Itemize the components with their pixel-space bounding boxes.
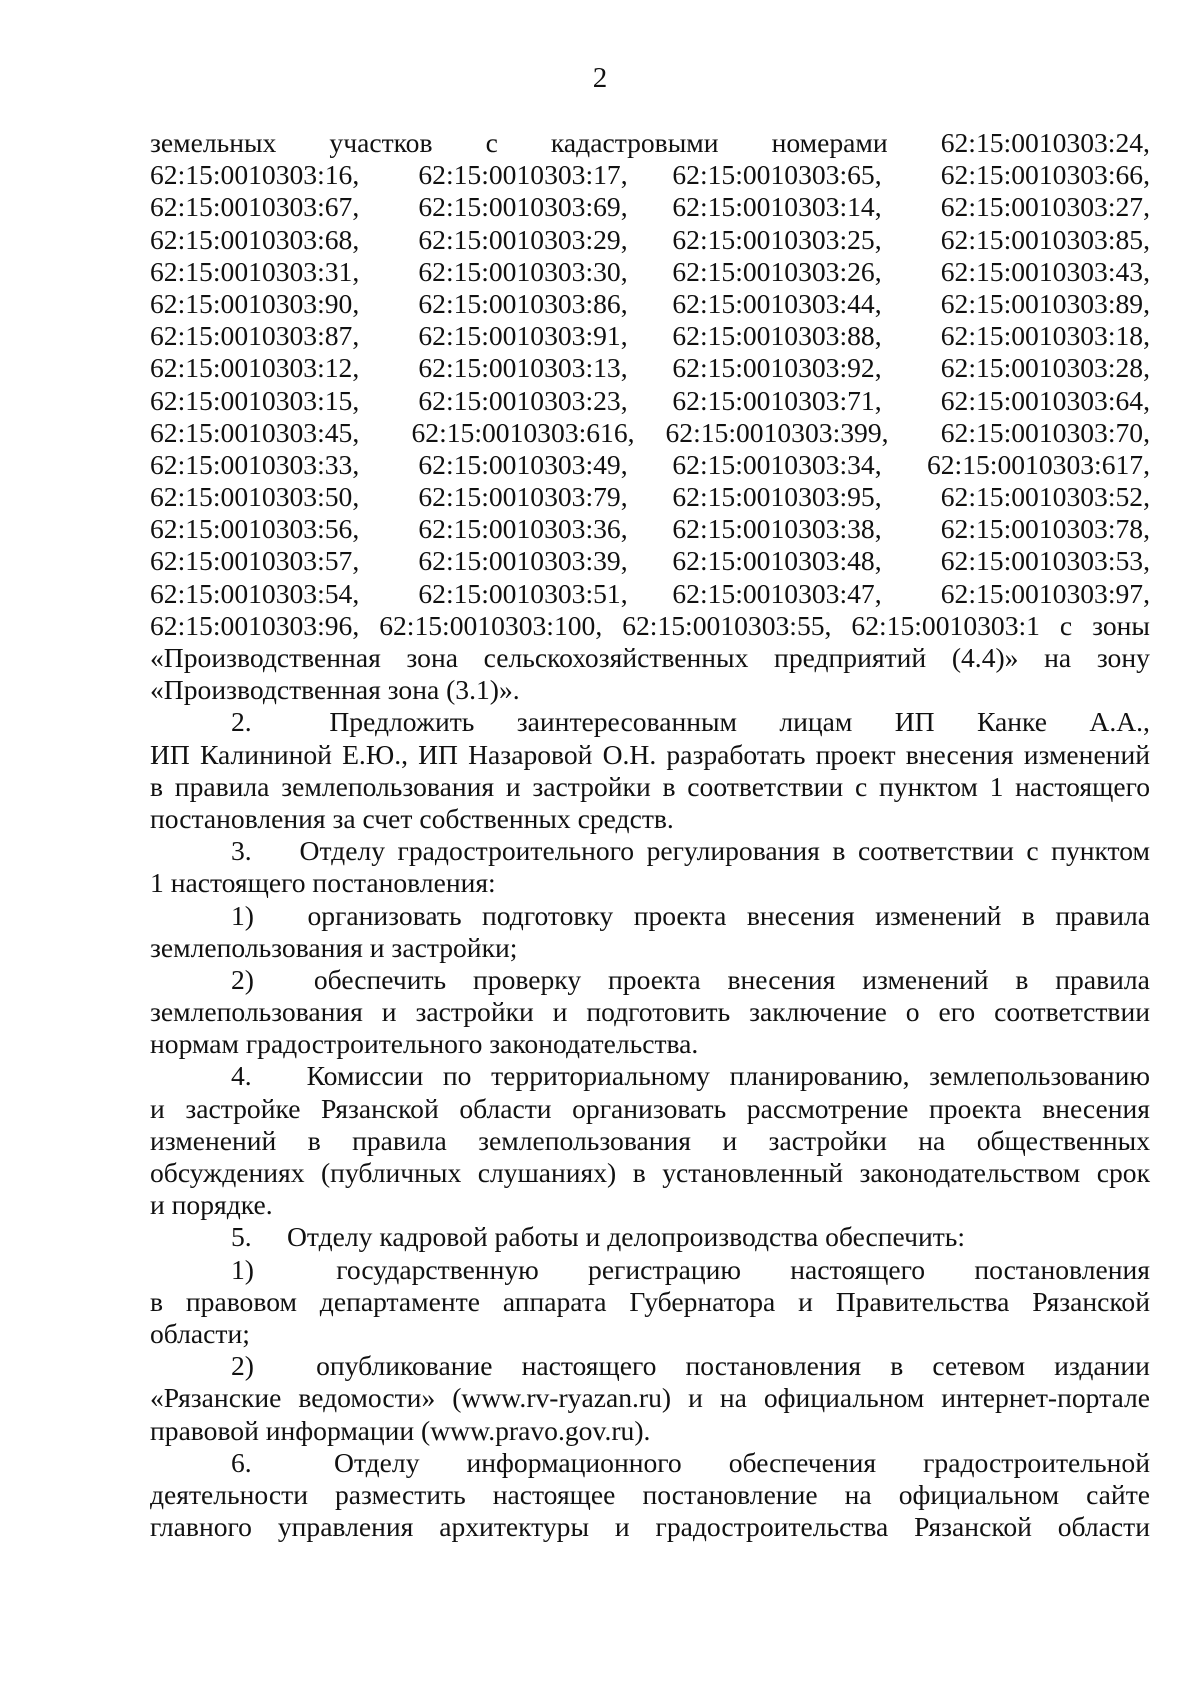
cadastral-number: 62:15:0010303:52, [940,481,1150,513]
closing-word: 62:15:0010303:96, [150,609,360,641]
paragraph-first-line [150,1254,1150,1286]
paragraph-word: Комиссии [306,1060,424,1092]
paragraph-line: 1 настоящего постановления: [150,867,496,899]
cadastral-number: 62:15:0010303:51, [418,577,628,609]
cadastral-number: 62:15:0010303:49, [418,448,628,480]
paragraph [150,964,1150,1061]
cadastral-number: 62:15:0010303:14, [672,191,882,223]
intro-word: с [485,127,498,158]
item-number: 1) [231,899,254,931]
closing-line [150,674,1150,706]
cadastral-row [150,224,1150,256]
closing-word: зона [406,642,458,673]
cadastral-number: 62:15:0010303:66, [940,159,1150,191]
paragraph-word: проверку [473,963,582,995]
item-number: 1) [231,1253,254,1285]
item-number: 6. [231,1446,252,1478]
paragraph-word: градостроительной [923,1446,1150,1478]
paragraph-word: подготовку [482,899,614,931]
paragraph-word: Отделу [334,1446,420,1478]
paragraph-first-line [150,835,1150,867]
cadastral-number: 62:15:0010303:48, [672,545,882,577]
paragraph-line: нормам градостроительного законодательства. [150,1028,699,1060]
cadastral-number: 62:15:0010303:79, [418,481,628,513]
paragraph-first-line [150,1447,1150,1479]
closing-word: «Производственная [150,642,381,673]
paragraph-first-line [150,964,1150,996]
cadastral-row [150,545,1150,577]
closing-word: (4.4)» [951,642,1019,673]
paragraph-line: и застройке Рязанской области организовать рассмотрение проекта внесения [150,1092,1150,1124]
paragraph [150,1221,1150,1253]
cadastral-number: 62:15:0010303:92, [672,352,882,384]
intro-word: участков [329,127,433,158]
cadastral-number: 62:15:0010303:617, [926,448,1150,480]
item-number: 4. [231,1060,252,1092]
paragraph-word: проекта [608,963,701,995]
paragraph-word: Отделу [299,835,386,867]
cadastral-row [150,385,1150,417]
cadastral-row [150,417,1150,449]
paragraph-word: Канке [976,706,1048,738]
closing-word: предприятий [774,642,927,673]
cadastral-row [150,159,1150,191]
cadastral-number: 62:15:0010303:26, [672,255,882,287]
cadastral-number: 62:15:0010303:25, [672,223,882,255]
closing-word: 62:15:0010303:100, [379,609,603,641]
paragraph-word: регулирования [646,835,820,867]
paragraph [150,1254,1150,1351]
cadastral-number: 62:15:0010303:97, [940,577,1150,609]
cadastral-number: 62:15:0010303:78, [940,513,1150,545]
closing-word: зону [1096,642,1150,673]
cadastral-number: 62:15:0010303:15, [150,384,360,416]
cadastral-number: 62:15:0010303:43, [940,255,1150,287]
cadastral-number: 62:15:0010303:56, [150,513,360,545]
page-number: 2 [592,62,608,94]
cadastral-number: 62:15:0010303:31, [150,255,360,287]
cadastral-number: 62:15:0010303:88, [672,320,882,352]
cadastral-number: 62:15:0010303:13, [418,352,628,384]
paragraph-first-line [150,1350,1150,1382]
paragraph-line: постановления за счет собственных средств. [150,802,674,834]
cadastral-number: 62:15:0010303:16, [150,159,360,191]
cadastral-row [150,481,1150,513]
closing-word: сельскохозяйственных [483,642,749,673]
cadastral-number: 62:15:0010303:27, [940,191,1150,223]
paragraph-word: настоящего [790,1253,926,1285]
paragraph-word: с [1026,835,1039,867]
paragraph-word: планированию, [729,1060,910,1092]
cadastral-row [150,449,1150,481]
item-number: 3. [231,835,252,867]
cadastral-number: 62:15:0010303:616, [411,416,635,448]
closing-word: зоны [1092,609,1150,641]
cadastral-row [150,578,1150,610]
cadastral-number: 62:15:0010303:44, [672,287,882,319]
paragraph-word: постановления [685,1350,862,1382]
cadastral-number: 62:15:0010303:45, [150,416,360,448]
item-number: 2) [231,963,254,995]
cadastral-row [150,191,1150,223]
paragraph-first-line [150,706,1150,738]
paragraph-word: пунктом [1051,835,1150,867]
paragraph-word: Предложить [329,706,475,738]
intro-word: 62:15:0010303:24, [940,127,1150,158]
cadastral-number: 62:15:0010303:50, [150,481,360,513]
paragraph-line: правовой информации (www.pravo.gov.ru). [150,1414,651,1446]
cadastral-number: 62:15:0010303:68, [150,223,360,255]
cadastral-number: 62:15:0010303:91, [418,320,628,352]
paragraph-word: внесения [727,963,836,995]
cadastral-number: 62:15:0010303:90, [150,287,360,319]
cadastral-number: 62:15:0010303:70, [940,416,1150,448]
cadastral-number: 62:15:0010303:86, [418,287,628,319]
cadastral-row [150,352,1150,384]
cadastral-number: 62:15:0010303:67, [150,191,360,223]
cadastral-number: 62:15:0010303:17, [418,159,628,191]
cadastral-number: 62:15:0010303:69, [418,191,628,223]
cadastral-number: 62:15:0010303:47, [672,577,882,609]
paragraph-word: землепользованию [929,1060,1150,1092]
cadastral-number: 62:15:0010303:95, [672,481,882,513]
paragraph-word: Отделу кадровой работы и делопроизводства обеспечить: [287,1221,966,1253]
paragraph-word: организовать [307,899,462,931]
cadastral-number: 62:15:0010303:39, [418,545,628,577]
closing-word: на [1044,642,1072,673]
intro-word: земельных [150,127,277,158]
cadastral-number: 62:15:0010303:64, [940,384,1150,416]
paragraph-word: внесения [746,899,855,931]
closing-word: 62:15:0010303:55, [622,609,832,641]
paragraph-word: сетевом [932,1350,1026,1382]
cadastral-number: 62:15:0010303:399, [665,416,889,448]
cadastral-number: 62:15:0010303:54, [150,577,360,609]
cadastral-number: 62:15:0010303:65, [672,159,882,191]
cadastral-number: 62:15:0010303:34, [672,448,882,480]
paragraph-word: правила [1055,899,1150,931]
paragraph-word: в [1015,963,1029,995]
paragraph-line: деятельности разместить настоящее постановление на официальном сайте [150,1478,1150,1510]
paragraph-word: заинтересованным [516,706,737,738]
cadastral-number: 62:15:0010303:28, [940,352,1150,384]
paragraph-line: землепользования и застройки; [150,931,518,963]
paragraph-word: в [832,835,846,867]
paragraph [150,1447,1150,1544]
cadastral-row [150,256,1150,288]
item-number: 5. [231,1221,252,1253]
cadastral-number: 62:15:0010303:38, [672,513,882,545]
paragraph-line: землепользования и застройки и подготовить заключение о его соответствии [150,996,1150,1028]
paragraph-word: постановления [974,1253,1150,1285]
paragraph-word: А.А., [1089,706,1150,738]
paragraph-word: соответствии [857,835,1014,867]
cadastral-row [150,513,1150,545]
closing-word: 62:15:0010303:1 [851,609,1040,641]
closing-line [150,642,1150,674]
paragraph-first-line [150,1060,1150,1092]
paragraph-line: ИП Калининой Е.Ю., ИП Назаровой О.Н. разработать проект внесения изменений [150,738,1150,770]
paragraph-line: области; [150,1317,250,1349]
cadastral-row [150,288,1150,320]
cadastral-number: 62:15:0010303:85, [940,223,1150,255]
paragraph-line: «Рязанские ведомости» (www.rv-ryazan.ru) и на официальном интернет-портале [150,1382,1150,1414]
cadastral-number: 62:15:0010303:57, [150,545,360,577]
paragraph-line: в правовом департаменте аппарата Губернатора и Правительства Рязанской [150,1285,1150,1317]
item-number: 2) [231,1350,254,1382]
intro-word: номерами [771,127,888,158]
paragraph-word: настоящего [521,1350,657,1382]
paragraph-line: обсуждениях (публичных слушаниях) в установленный законодательством срок [150,1157,1150,1188]
paragraph-word: градостроительного [397,835,635,867]
paragraph-word: по [442,1060,472,1092]
cadastral-number: 62:15:0010303:33, [150,448,360,480]
cadastral-number: 62:15:0010303:18, [940,320,1150,352]
document-body [150,127,1150,1543]
paragraph-word: лицам [779,706,853,738]
paragraph-word: обеспечить [313,963,447,995]
paragraph-word: обеспечения [728,1446,877,1478]
paragraph-line: изменений в правила землепользования и застройки на общественных [150,1124,1150,1156]
closing-word: «Производственная зона (3.1)». [150,674,520,706]
intro-word: кадастровыми [550,127,719,158]
paragraph [150,900,1150,964]
paragraph [150,1350,1150,1447]
cadastral-number: 62:15:0010303:71, [672,384,882,416]
paragraph-word: опубликование [316,1350,493,1382]
cadastral-row [150,320,1150,352]
cadastral-number: 62:15:0010303:30, [418,255,628,287]
paragraph-word: проекта [633,899,727,931]
paragraph-word: регистрацию [588,1253,741,1285]
paragraph-word: изменений [862,963,989,995]
cadastral-number: 62:15:0010303:36, [418,513,628,545]
closing-word: с [1059,609,1073,641]
paragraph-word: информационного [466,1446,682,1478]
paragraph-word: правила [1055,963,1150,995]
paragraph-word: в [890,1350,904,1382]
paragraph-word: территориальному [491,1060,710,1092]
cadastral-number: 62:15:0010303:29, [418,223,628,255]
cadastral-number: 62:15:0010303:12, [150,352,360,384]
intro-line [150,127,1150,159]
paragraph [150,1060,1150,1221]
paragraph-first-line [150,1221,1150,1253]
paragraph-line: главного управления архитектуры и градостроительства Рязанской области [150,1511,1150,1543]
cadastral-number: 62:15:0010303:53, [940,545,1150,577]
paragraph-line: и порядке. [150,1189,273,1221]
paragraph [150,835,1150,899]
paragraph-first-line [150,900,1150,932]
closing-line [150,610,1150,642]
item-number: 2. [231,706,252,738]
paragraph-word: в [1021,899,1035,931]
cadastral-number: 62:15:0010303:23, [418,384,628,416]
paragraph-word: государственную [336,1253,539,1285]
paragraph-line: в правила землепользования и застройки в соответствии с пунктом 1 настоящего [150,770,1150,802]
paragraph-word: ИП [894,706,935,738]
cadastral-number: 62:15:0010303:87, [150,320,360,352]
cadastral-number: 62:15:0010303:89, [940,287,1150,319]
paragraph-word: изменений [875,899,1002,931]
paragraph-word: издании [1054,1350,1150,1382]
paragraph [150,706,1150,835]
